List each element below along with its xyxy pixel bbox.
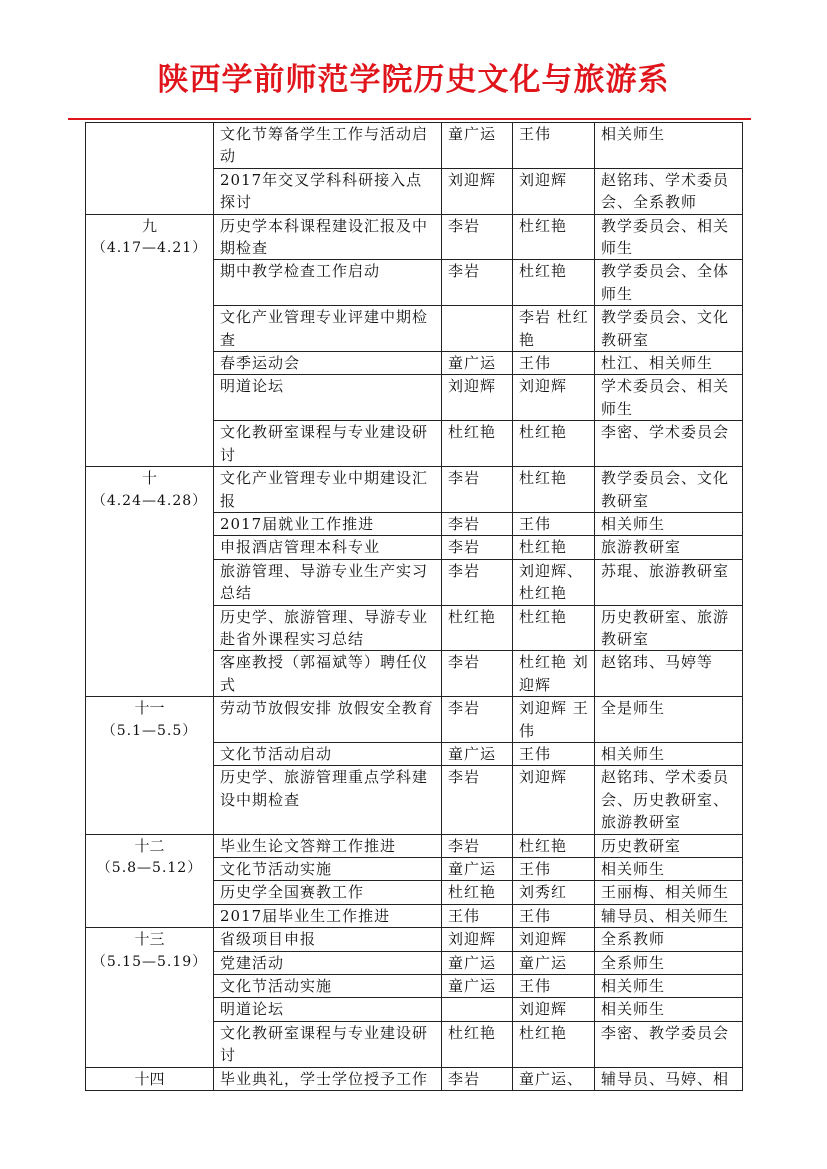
- task-cell: 历史学本科课程建设汇报及中期检查: [214, 214, 442, 260]
- owner-cell: 刘迎辉、杜红艳: [513, 559, 595, 605]
- owner-cell: 刘迎辉: [513, 168, 595, 214]
- task-cell: 明道论坛: [214, 375, 442, 421]
- participants-cell: 教学委员会、相关师生: [595, 214, 743, 260]
- participants-cell: 全是师生: [595, 697, 743, 743]
- owner-cell: 刘秀红: [513, 881, 595, 904]
- week-dates: （5.8—5.12）: [96, 860, 203, 876]
- owner-cell: 杜红艳: [513, 214, 595, 260]
- week-dates: （5.15—5.19）: [91, 953, 208, 970]
- task-cell: 文化教研室课程与专业建设研讨: [214, 421, 442, 467]
- lead-cell: 王伟: [442, 904, 513, 927]
- task-cell: 文化节活动启动: [214, 742, 442, 765]
- week-cell: [86, 697, 214, 834]
- title-divider: [68, 118, 751, 120]
- owner-cell: 王伟: [513, 858, 595, 881]
- lead-cell: 李岩: [442, 536, 513, 559]
- owner-cell: 王伟: [513, 512, 595, 535]
- owner-cell: 刘迎辉: [513, 375, 595, 421]
- participants-cell: 相关师生: [595, 123, 743, 169]
- owner-cell: 杜红艳: [513, 1021, 595, 1067]
- task-cell: 2017年交叉学科科研接入点探讨: [214, 168, 442, 214]
- lead-cell: 杜红艳: [442, 421, 513, 467]
- lead-cell: 李岩: [442, 1067, 513, 1090]
- participants-cell: 学术委员会、相关师生: [595, 375, 743, 421]
- task-cell: 文化节筹备学生工作与活动启动: [214, 123, 442, 169]
- task-cell: 期中教学检查工作启动: [214, 260, 442, 306]
- owner-cell: 刘迎辉: [513, 766, 595, 834]
- participants-cell: 赵铭玮、学术委员会、历史教研室、旅游教研室: [595, 766, 743, 834]
- task-cell: 明道论坛: [214, 998, 442, 1021]
- owner-cell: 王伟: [513, 123, 595, 169]
- owner-cell: 李岩 杜红艳: [513, 306, 595, 352]
- week-name: 十一: [134, 699, 165, 718]
- task-cell: 2017届就业工作推进: [214, 512, 442, 535]
- task-cell: 春季运动会: [214, 352, 442, 375]
- participants-cell: 相关师生: [595, 512, 743, 535]
- lead-cell: 李岩: [442, 766, 513, 834]
- participants-cell: 相关师生: [595, 742, 743, 765]
- participants-cell: 全系师生: [595, 951, 743, 974]
- task-cell: 毕业典礼，学士学位授予工作: [214, 1067, 442, 1090]
- schedule-table: [85, 122, 743, 1091]
- owner-cell: 童广运、: [513, 1067, 595, 1090]
- week-cell: [86, 834, 214, 928]
- participants-cell: 教学委员会、文化教研室: [595, 467, 743, 513]
- participants-cell: 相关师生: [595, 975, 743, 998]
- lead-cell: 李岩: [442, 467, 513, 513]
- lead-cell: 童广运: [442, 123, 513, 169]
- owner-cell: 刘迎辉: [513, 928, 595, 951]
- participants-cell: 相关师生: [595, 998, 743, 1021]
- owner-cell: 杜红艳: [513, 834, 595, 857]
- table-row: [86, 214, 743, 260]
- week-cell: [86, 467, 214, 697]
- lead-cell: 刘迎辉: [442, 928, 513, 951]
- lead-cell: [442, 998, 513, 1021]
- task-cell: 文化教研室课程与专业建设研讨: [214, 1021, 442, 1067]
- participants-cell: 旅游教研室: [595, 536, 743, 559]
- task-cell: 旅游管理、导游专业生产实习总结: [214, 559, 442, 605]
- lead-cell: 李岩: [442, 214, 513, 260]
- participants-cell: 辅导员、相关师生: [595, 904, 743, 927]
- task-cell: 2017届毕业生工作推进: [214, 904, 442, 927]
- participants-cell: 李密、学术委员会: [595, 421, 743, 467]
- task-cell: 劳动节放假安排 放假安全教育: [214, 697, 442, 743]
- owner-cell: 杜红艳: [513, 260, 595, 306]
- lead-cell: 童广运: [442, 352, 513, 375]
- task-cell: 文化产业管理专业评建中期检查: [214, 306, 442, 352]
- task-cell: 省级项目申报: [214, 928, 442, 951]
- participants-cell: 辅导员、马婷、相: [595, 1067, 743, 1090]
- owner-cell: 童广运: [513, 951, 595, 974]
- participants-cell: 历史教研室: [595, 834, 743, 857]
- lead-cell: 杜红艳: [442, 881, 513, 904]
- participants-cell: 全系教师: [595, 928, 743, 951]
- task-cell: 毕业生论文答辩工作推进: [214, 834, 442, 857]
- week-dates: （5.1—5.5）: [101, 722, 198, 739]
- lead-cell: 李岩: [442, 651, 513, 697]
- table-row: [86, 467, 743, 513]
- lead-cell: 刘迎辉: [442, 168, 513, 214]
- owner-cell: 杜红艳: [513, 467, 595, 513]
- week-name: 九: [141, 216, 157, 235]
- lead-cell: 李岩: [442, 697, 513, 743]
- week-name: 十: [141, 469, 157, 488]
- participants-cell: 赵铭玮、马婷等: [595, 651, 743, 697]
- week-cell: [86, 123, 214, 215]
- task-cell: 申报酒店管理本科专业: [214, 536, 442, 559]
- week-name: 十二: [134, 836, 165, 855]
- participants-cell: 历史教研室、旅游教研室: [595, 605, 743, 651]
- task-cell: 文化节活动实施: [214, 858, 442, 881]
- lead-cell: 刘迎辉: [442, 375, 513, 421]
- owner-cell: 杜红艳 刘迎辉: [513, 651, 595, 697]
- table-row: [86, 928, 743, 951]
- task-cell: 客座教授（郭福斌等）聘任仪式: [214, 651, 442, 697]
- lead-cell: 童广运: [442, 975, 513, 998]
- lead-cell: 李岩: [442, 834, 513, 857]
- task-cell: 党建活动: [214, 951, 442, 974]
- participants-cell: 赵铭玮、学术委员会、全系教师: [595, 168, 743, 214]
- week-dates: （4.17—4.21）: [91, 240, 208, 257]
- owner-cell: 刘迎辉 王伟: [513, 697, 595, 743]
- participants-cell: 教学委员会、全体师生: [595, 260, 743, 306]
- owner-cell: 王伟: [513, 742, 595, 765]
- week-name: 十四: [134, 1069, 165, 1088]
- owner-cell: 杜红艳: [513, 421, 595, 467]
- lead-cell: 童广运: [442, 951, 513, 974]
- owner-cell: 王伟: [513, 352, 595, 375]
- table-row: [86, 834, 743, 857]
- task-cell: 文化产业管理专业中期建设汇报: [214, 467, 442, 513]
- participants-cell: 苏琨、旅游教研室: [595, 559, 743, 605]
- table-row: [86, 123, 743, 169]
- task-cell: 历史学全国赛教工作: [214, 881, 442, 904]
- lead-cell: 李岩: [442, 559, 513, 605]
- owner-cell: 杜红艳: [513, 605, 595, 651]
- owner-cell: 杜红艳: [513, 536, 595, 559]
- lead-cell: 杜红艳: [442, 1021, 513, 1067]
- participants-cell: 教学委员会、文化教研室: [595, 306, 743, 352]
- week-name: 十三: [134, 930, 165, 949]
- lead-cell: 童广运: [442, 742, 513, 765]
- owner-cell: 王伟: [513, 975, 595, 998]
- participants-cell: 王丽梅、相关师生: [595, 881, 743, 904]
- lead-cell: 李岩: [442, 512, 513, 535]
- lead-cell: 童广运: [442, 858, 513, 881]
- participants-cell: 相关师生: [595, 858, 743, 881]
- participants-cell: 李密、教学委员会: [595, 1021, 743, 1067]
- lead-cell: 李岩: [442, 260, 513, 306]
- week-cell: [86, 928, 214, 1067]
- week-dates: （4.24—4.28）: [91, 492, 208, 509]
- owner-cell: 刘迎辉: [513, 998, 595, 1021]
- task-cell: 文化节活动实施: [214, 975, 442, 998]
- table-row: [86, 697, 743, 743]
- task-cell: 历史学、旅游管理重点学科建设中期检查: [214, 766, 442, 834]
- task-cell: 历史学、旅游管理、导游专业赴省外课程实习总结: [214, 605, 442, 651]
- page-title: 陕西学前师范学院历史文化与旅游系: [157, 62, 670, 98]
- lead-cell: 杜红艳: [442, 605, 513, 651]
- week-cell: [86, 1067, 214, 1090]
- table-row: [86, 1067, 743, 1090]
- owner-cell: 王伟: [513, 904, 595, 927]
- participants-cell: 杜江、相关师生: [595, 352, 743, 375]
- week-cell: [86, 214, 214, 466]
- lead-cell: [442, 306, 513, 352]
